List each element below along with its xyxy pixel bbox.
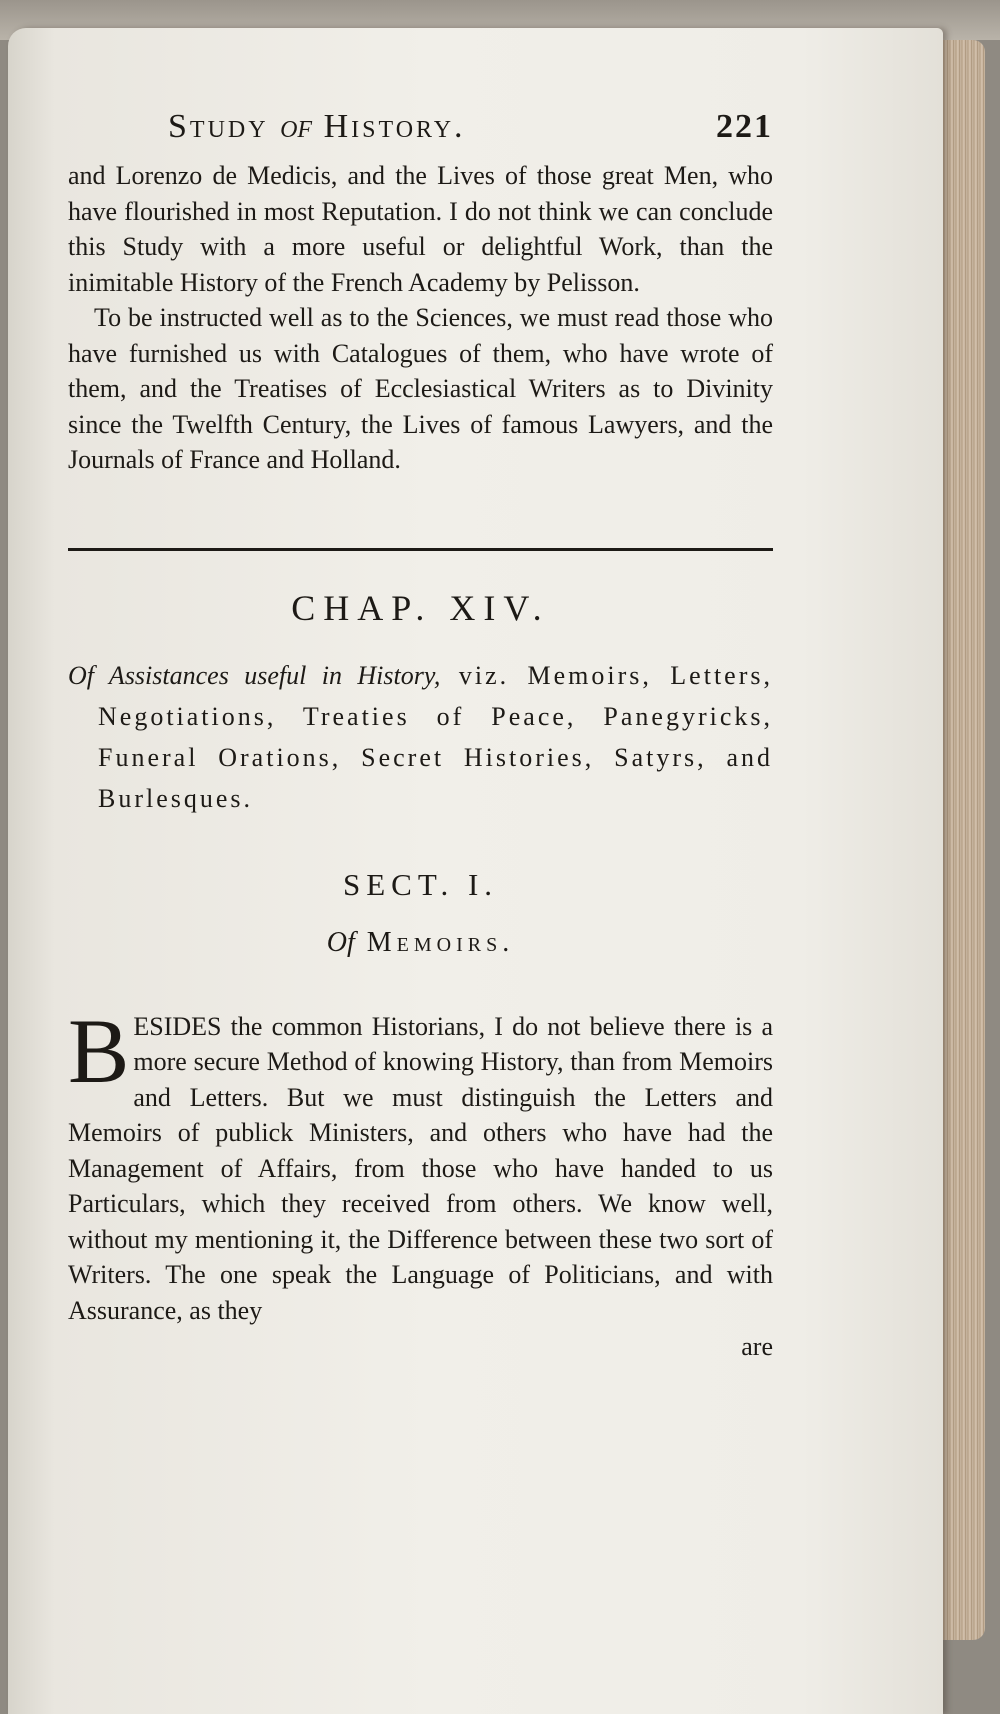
drop-cap: B bbox=[68, 999, 130, 1102]
section-subtitle-rest: Memoirs. bbox=[366, 926, 515, 958]
catchword: are bbox=[741, 1332, 773, 1361]
section-heading: SECT. I. bbox=[342, 866, 499, 902]
chapter-subtitle bbox=[68, 655, 773, 819]
running-head-title-part1: Study bbox=[168, 108, 269, 145]
section-subtitle-of: Of bbox=[326, 926, 355, 958]
chapter-subtitle-rest: viz. Memoirs, Letters, Negotiations, Treaties of Peace, Panegyricks, Funeral Orations, Secret Histories, Satyrs, and Burlesques. bbox=[98, 660, 773, 813]
running-head-title bbox=[168, 108, 466, 146]
running-head-title-part2: History. bbox=[323, 108, 466, 145]
page-content bbox=[68, 108, 773, 1362]
section-subtitle bbox=[68, 927, 773, 959]
chapter-subtitle-italic: Of Assistances useful in History, bbox=[68, 660, 441, 690]
paragraph-continued: and Lorenzo de Medicis, and the Lives of those great Men, who have flourished in most Reputation. I do not think we can conclude this Study with a more useful or delightful Work, than the inimitable History of the French Academy by Pelisson. bbox=[68, 161, 773, 297]
section-paragraph: ESIDES the common Historians, I do not believe there is a more secure Method of knowing History, than from Memoirs and Letters. But we must distinguish the Letters and Memoirs of publick Ministers, and others who have had the Management of Affairs, from those who have handed to us Particulars, which they received from others. We know well, without my mentioning it, the Difference between these two sort of Writers. The one speak the Language of Politicians, and with Assurance, as they bbox=[68, 1011, 773, 1325]
running-head-title-of: of bbox=[280, 108, 313, 145]
paragraph-sciences: To be instructed well as to the Sciences, we must read those who have furnished us with Catalogues of them, who have wrote of them, and the Treatises of Ecclesiastical Writers as to Divinity since the Twelfth Century, the Lives of famous Lawyers, and the Journals of France and Holland. bbox=[68, 303, 773, 474]
running-head bbox=[68, 108, 773, 158]
book-page bbox=[8, 28, 943, 1714]
chapter-heading: CHAP. XIV. bbox=[291, 587, 550, 628]
page-number: 221 bbox=[716, 108, 773, 145]
chapter-rule bbox=[68, 548, 773, 551]
section-body bbox=[68, 999, 773, 1329]
